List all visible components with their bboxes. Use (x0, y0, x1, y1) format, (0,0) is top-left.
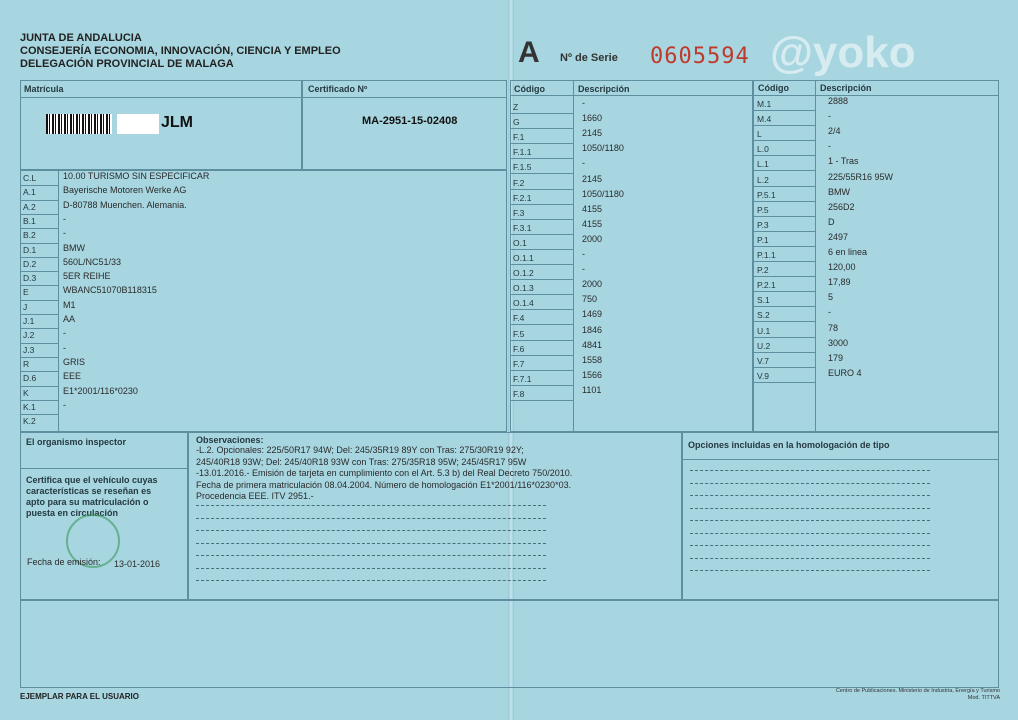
row-line (20, 243, 58, 244)
row-line (510, 249, 573, 250)
header-line-1: JUNTA DE ANDALUCIA (20, 32, 142, 44)
dashed-line (690, 483, 930, 484)
row-line (753, 337, 815, 338)
right-value: 78 (828, 322, 839, 333)
dashed-line (690, 508, 930, 509)
left-value: - (63, 342, 66, 353)
right-value: 3000 (828, 337, 849, 348)
mid-value: 1050/1180 (582, 188, 624, 199)
row-line (753, 261, 815, 262)
left-value: M1 (63, 299, 76, 310)
left-code: D.2 (23, 258, 37, 269)
certificado-label: Certificado Nº (308, 84, 368, 94)
row-line (20, 185, 58, 186)
right-code: L.1 (757, 159, 769, 170)
right-code: L (757, 129, 762, 140)
mid-value: 1846 (582, 324, 603, 335)
mid-code-header: Código (514, 84, 545, 94)
mid-code: F.1.5 (513, 162, 532, 173)
dashed-line (196, 543, 546, 544)
right-value: 17,89 (828, 277, 851, 288)
mid-value: 1558 (582, 354, 603, 365)
certifica-line-2: características se reseñan es (26, 486, 152, 496)
barcode-icon (46, 114, 112, 134)
row-line (753, 110, 815, 111)
right-code: P.1.1 (757, 250, 776, 260)
mid-code: O.1 (513, 237, 527, 248)
mid-code: F.4 (513, 313, 525, 324)
mid-value: 2000 (582, 233, 603, 244)
row-line (20, 300, 58, 301)
row-line (510, 113, 573, 114)
mid-code: Z (513, 102, 519, 112)
right-value: 120,00 (828, 262, 856, 273)
observaciones-label: Observaciones: (196, 435, 264, 445)
dashed-line (196, 530, 546, 531)
row-line (510, 324, 573, 325)
right-value: - (828, 141, 831, 152)
row-line (510, 143, 573, 144)
right-code: U.2 (757, 340, 771, 351)
left-value: 5ER REIHE (63, 271, 111, 282)
left-value: - (63, 228, 66, 239)
row-line (753, 352, 815, 353)
row-line (753, 155, 815, 156)
row-line (510, 128, 573, 129)
header-line-3: DELEGACIÓN PROVINCIAL DE MALAGA (20, 58, 234, 70)
left-code: J.2 (23, 330, 35, 341)
mid-value: - (582, 158, 585, 169)
matricula-value: JLM (161, 114, 193, 131)
row-line (510, 219, 573, 220)
row-line (510, 204, 573, 205)
row-line (753, 321, 815, 322)
row-line (20, 214, 58, 215)
mid-value: 2145 (582, 128, 603, 139)
dashed-line (690, 558, 930, 559)
right-code: P.1 (757, 234, 769, 245)
left-value: BMW (63, 242, 85, 253)
mid-code: O.1.4 (513, 298, 534, 309)
row-line (20, 314, 58, 315)
right-code: M.4 (757, 114, 772, 125)
mid-code: G (513, 117, 520, 128)
right-code: S.1 (757, 295, 770, 306)
redacted-area (117, 114, 159, 134)
header-line-2: CONSEJERÍA ECONOMIA, INNOVACIÓN, CIENCIA Y EMPLEO (20, 45, 341, 57)
row-line (510, 385, 573, 386)
right-value: - (828, 307, 831, 318)
series-number: 0605594 (650, 44, 750, 69)
right-code: P.2 (757, 265, 769, 276)
observation-line: Procedencia EEE. ITV 2951.- (196, 491, 314, 501)
dashed-line (690, 533, 930, 534)
right-code: L.2 (757, 174, 769, 185)
dashed-line (196, 568, 546, 569)
left-value: - (63, 399, 66, 410)
row-line (20, 386, 58, 387)
certifica-line-3: apto para su matriculación o (26, 497, 149, 507)
row-line (510, 355, 573, 356)
mid-code: O.1.2 (513, 268, 534, 279)
right-code: L.0 (757, 144, 769, 155)
footer-right-1: Centro de Publicaciones. Ministerio de Industria, Energía y Turismo (835, 688, 1000, 694)
right-value: D (828, 216, 835, 227)
left-code: J (23, 301, 28, 312)
row-line (753, 291, 815, 292)
mid-desc-header: Descripción (578, 84, 630, 94)
certifica-line-1: Certifica que el vehículo cuyas (26, 475, 158, 485)
row-line (753, 367, 815, 368)
mid-code: F.5 (513, 328, 525, 339)
right-value: 2/4 (828, 126, 841, 137)
mid-code: F.3.1 (513, 222, 532, 233)
dashed-line (690, 520, 930, 521)
observation-line: 245/40R18 93W; Del: 245/40R18 93W con Tras: 275/35R18 95W; 245/45R17 95W (196, 456, 527, 467)
row-line (753, 140, 815, 141)
matricula-label: Matrícula (24, 84, 64, 94)
right-value: 179 (828, 352, 844, 363)
row-line (753, 125, 815, 126)
left-value: GRIS (63, 356, 86, 367)
mid-value: 4841 (582, 339, 603, 350)
right-value: 5 (828, 292, 834, 303)
row-line (510, 370, 573, 371)
left-value: WBANC51070B118315 (63, 285, 157, 296)
left-code: D.3 (23, 273, 37, 284)
left-code: D.6 (23, 373, 37, 384)
mid-value: 1050/1180 (582, 143, 624, 154)
left-value: AA (63, 314, 76, 324)
mid-value: - (582, 98, 585, 108)
row-line (753, 201, 815, 202)
row-line (510, 279, 573, 280)
left-code: K (23, 387, 29, 398)
right-value: 256D2 (828, 201, 855, 212)
dashed-line (196, 518, 546, 519)
left-code: D.1 (23, 244, 37, 255)
row-line (510, 309, 573, 310)
mid-value: 2000 (582, 279, 603, 290)
dashed-line (196, 555, 546, 556)
row-line (753, 231, 815, 232)
row-line (20, 357, 58, 358)
row-line (20, 228, 58, 229)
right-code: M.1 (757, 99, 772, 109)
mid-value: 1660 (582, 113, 603, 124)
mid-code: O.1.1 (513, 253, 534, 263)
left-code: B.2 (23, 230, 36, 241)
left-code: J.1 (23, 316, 35, 326)
right-value: BMW (828, 186, 850, 197)
left-value: 10.00 TURISMO SIN ESPECIFICAR (63, 171, 210, 181)
right-value: 225/55R16 95W (828, 171, 894, 182)
row-line (510, 400, 573, 401)
right-value: EURO 4 (828, 367, 862, 378)
left-code: A.1 (23, 187, 36, 198)
mid-code: F.7 (513, 358, 525, 369)
row-line (20, 271, 58, 272)
left-code: K.1 (23, 401, 36, 412)
right-code: P.5 (757, 204, 769, 215)
left-value: Bayerische Motoren Werke AG (63, 185, 187, 196)
bottom-box (20, 600, 999, 688)
observation-line: Fecha de primera matriculación 08.04.2004. Número de homologación E1*2001/116*0230*03. (196, 479, 572, 490)
right-value: 2497 (828, 231, 849, 242)
row-line (20, 257, 58, 258)
left-value: 560L/NC51/33 (63, 256, 122, 267)
dashed-line (690, 570, 930, 571)
certificado-value: MA-2951-15-02408 (362, 115, 458, 127)
mid-value: - (582, 249, 585, 259)
mid-codes-box (510, 80, 753, 432)
mid-code: F.8 (513, 388, 525, 399)
mid-code: F.2 (513, 177, 525, 188)
row-line (510, 158, 573, 159)
row-line (510, 173, 573, 174)
right-codes-box (753, 80, 999, 432)
mid-value: 1469 (582, 309, 603, 320)
right-code: P.2.1 (757, 280, 776, 291)
left-code: J.3 (23, 344, 35, 355)
row-line (510, 189, 573, 190)
left-code: K.2 (23, 416, 36, 427)
dashed-line (196, 580, 546, 581)
left-value: - (63, 213, 66, 224)
dashed-line (690, 495, 930, 496)
mid-code: F.7.1 (513, 373, 532, 384)
row-line (753, 306, 815, 307)
left-value: - (63, 328, 66, 339)
right-code-header: Código (758, 83, 789, 93)
row-line (20, 414, 58, 415)
row-line (20, 285, 58, 286)
right-code: S.2 (757, 310, 770, 321)
row-line (753, 276, 815, 277)
row-line (20, 371, 58, 372)
mid-value: 4155 (582, 218, 603, 229)
observation-line: -L.2. Opcionales: 225/50R17 94W; Del: 245/35R19 89Y con Tras: 275/30R19 92Y; (196, 445, 524, 455)
observation-line: -13.01.2016.- Emisión de tarjeta en cumplimiento con el Art. 5.3 b) del Real Decreto 750/2010. (196, 468, 573, 478)
left-code: C.L (23, 173, 37, 183)
row-line (510, 294, 573, 295)
mid-value: - (582, 264, 585, 275)
row-line (20, 400, 58, 401)
series-label: Nº de Serie (560, 52, 618, 64)
footer-right-2: Mod. TITTVA (967, 695, 1000, 701)
row-line (753, 216, 815, 217)
right-code: V.9 (757, 370, 769, 381)
right-desc-header: Descripción (820, 83, 872, 93)
right-value: 2888 (828, 96, 849, 106)
opciones-box (682, 432, 999, 600)
left-value: D-80788 Muenchen. Alemania. (63, 199, 187, 210)
row-line (20, 200, 58, 201)
mid-code: F.1.1 (513, 147, 532, 158)
row-line (510, 340, 573, 341)
left-code: R (23, 358, 30, 369)
right-value: 1 - Tras (828, 156, 859, 167)
row-line (753, 170, 815, 171)
mid-code: F.6 (513, 343, 525, 354)
fecha-value: 13-01-2016 (114, 559, 161, 569)
left-value: EEE (63, 371, 82, 382)
mid-value: 2145 (582, 173, 603, 184)
mid-code: O.1.3 (513, 283, 534, 294)
row-line (753, 246, 815, 247)
right-code: P.5.1 (757, 189, 776, 200)
left-code: A.2 (23, 201, 36, 212)
dashed-line (196, 505, 546, 506)
right-code: V.7 (757, 355, 769, 366)
row-line (753, 382, 815, 383)
row-line (753, 186, 815, 187)
footer-left: EJEMPLAR PARA EL USUARIO (20, 692, 139, 701)
mid-value: 4155 (582, 203, 603, 214)
right-code: P.3 (757, 219, 769, 230)
certifica-line-4: puesta en circulación (26, 508, 119, 518)
row-line (20, 328, 58, 329)
mid-value: 1566 (582, 369, 603, 380)
right-code: U.1 (757, 325, 771, 336)
opciones-label: Opciones incluidas en la homologación de tipo (688, 440, 890, 450)
row-line (20, 343, 58, 344)
organismo-label: El organismo inspector (26, 437, 127, 447)
left-code: E (23, 287, 29, 298)
series-letter: A (518, 36, 540, 69)
mid-code: F.3 (513, 207, 525, 218)
mid-code: F.2.1 (513, 192, 532, 203)
right-value: - (828, 111, 831, 122)
row-line (510, 264, 573, 265)
fecha-label: Fecha de emisión: (27, 557, 101, 567)
watermark: @yoko (770, 28, 916, 77)
mid-value: 1101 (582, 384, 602, 395)
mid-value: 750 (582, 294, 598, 305)
mid-code: F.1 (513, 132, 525, 143)
dashed-line (690, 470, 930, 471)
row-line (510, 234, 573, 235)
left-code: B.1 (23, 215, 36, 226)
dashed-line (690, 545, 930, 546)
left-value: E1*2001/116*0230 (63, 385, 138, 396)
right-value: 6 en linea (828, 247, 868, 257)
